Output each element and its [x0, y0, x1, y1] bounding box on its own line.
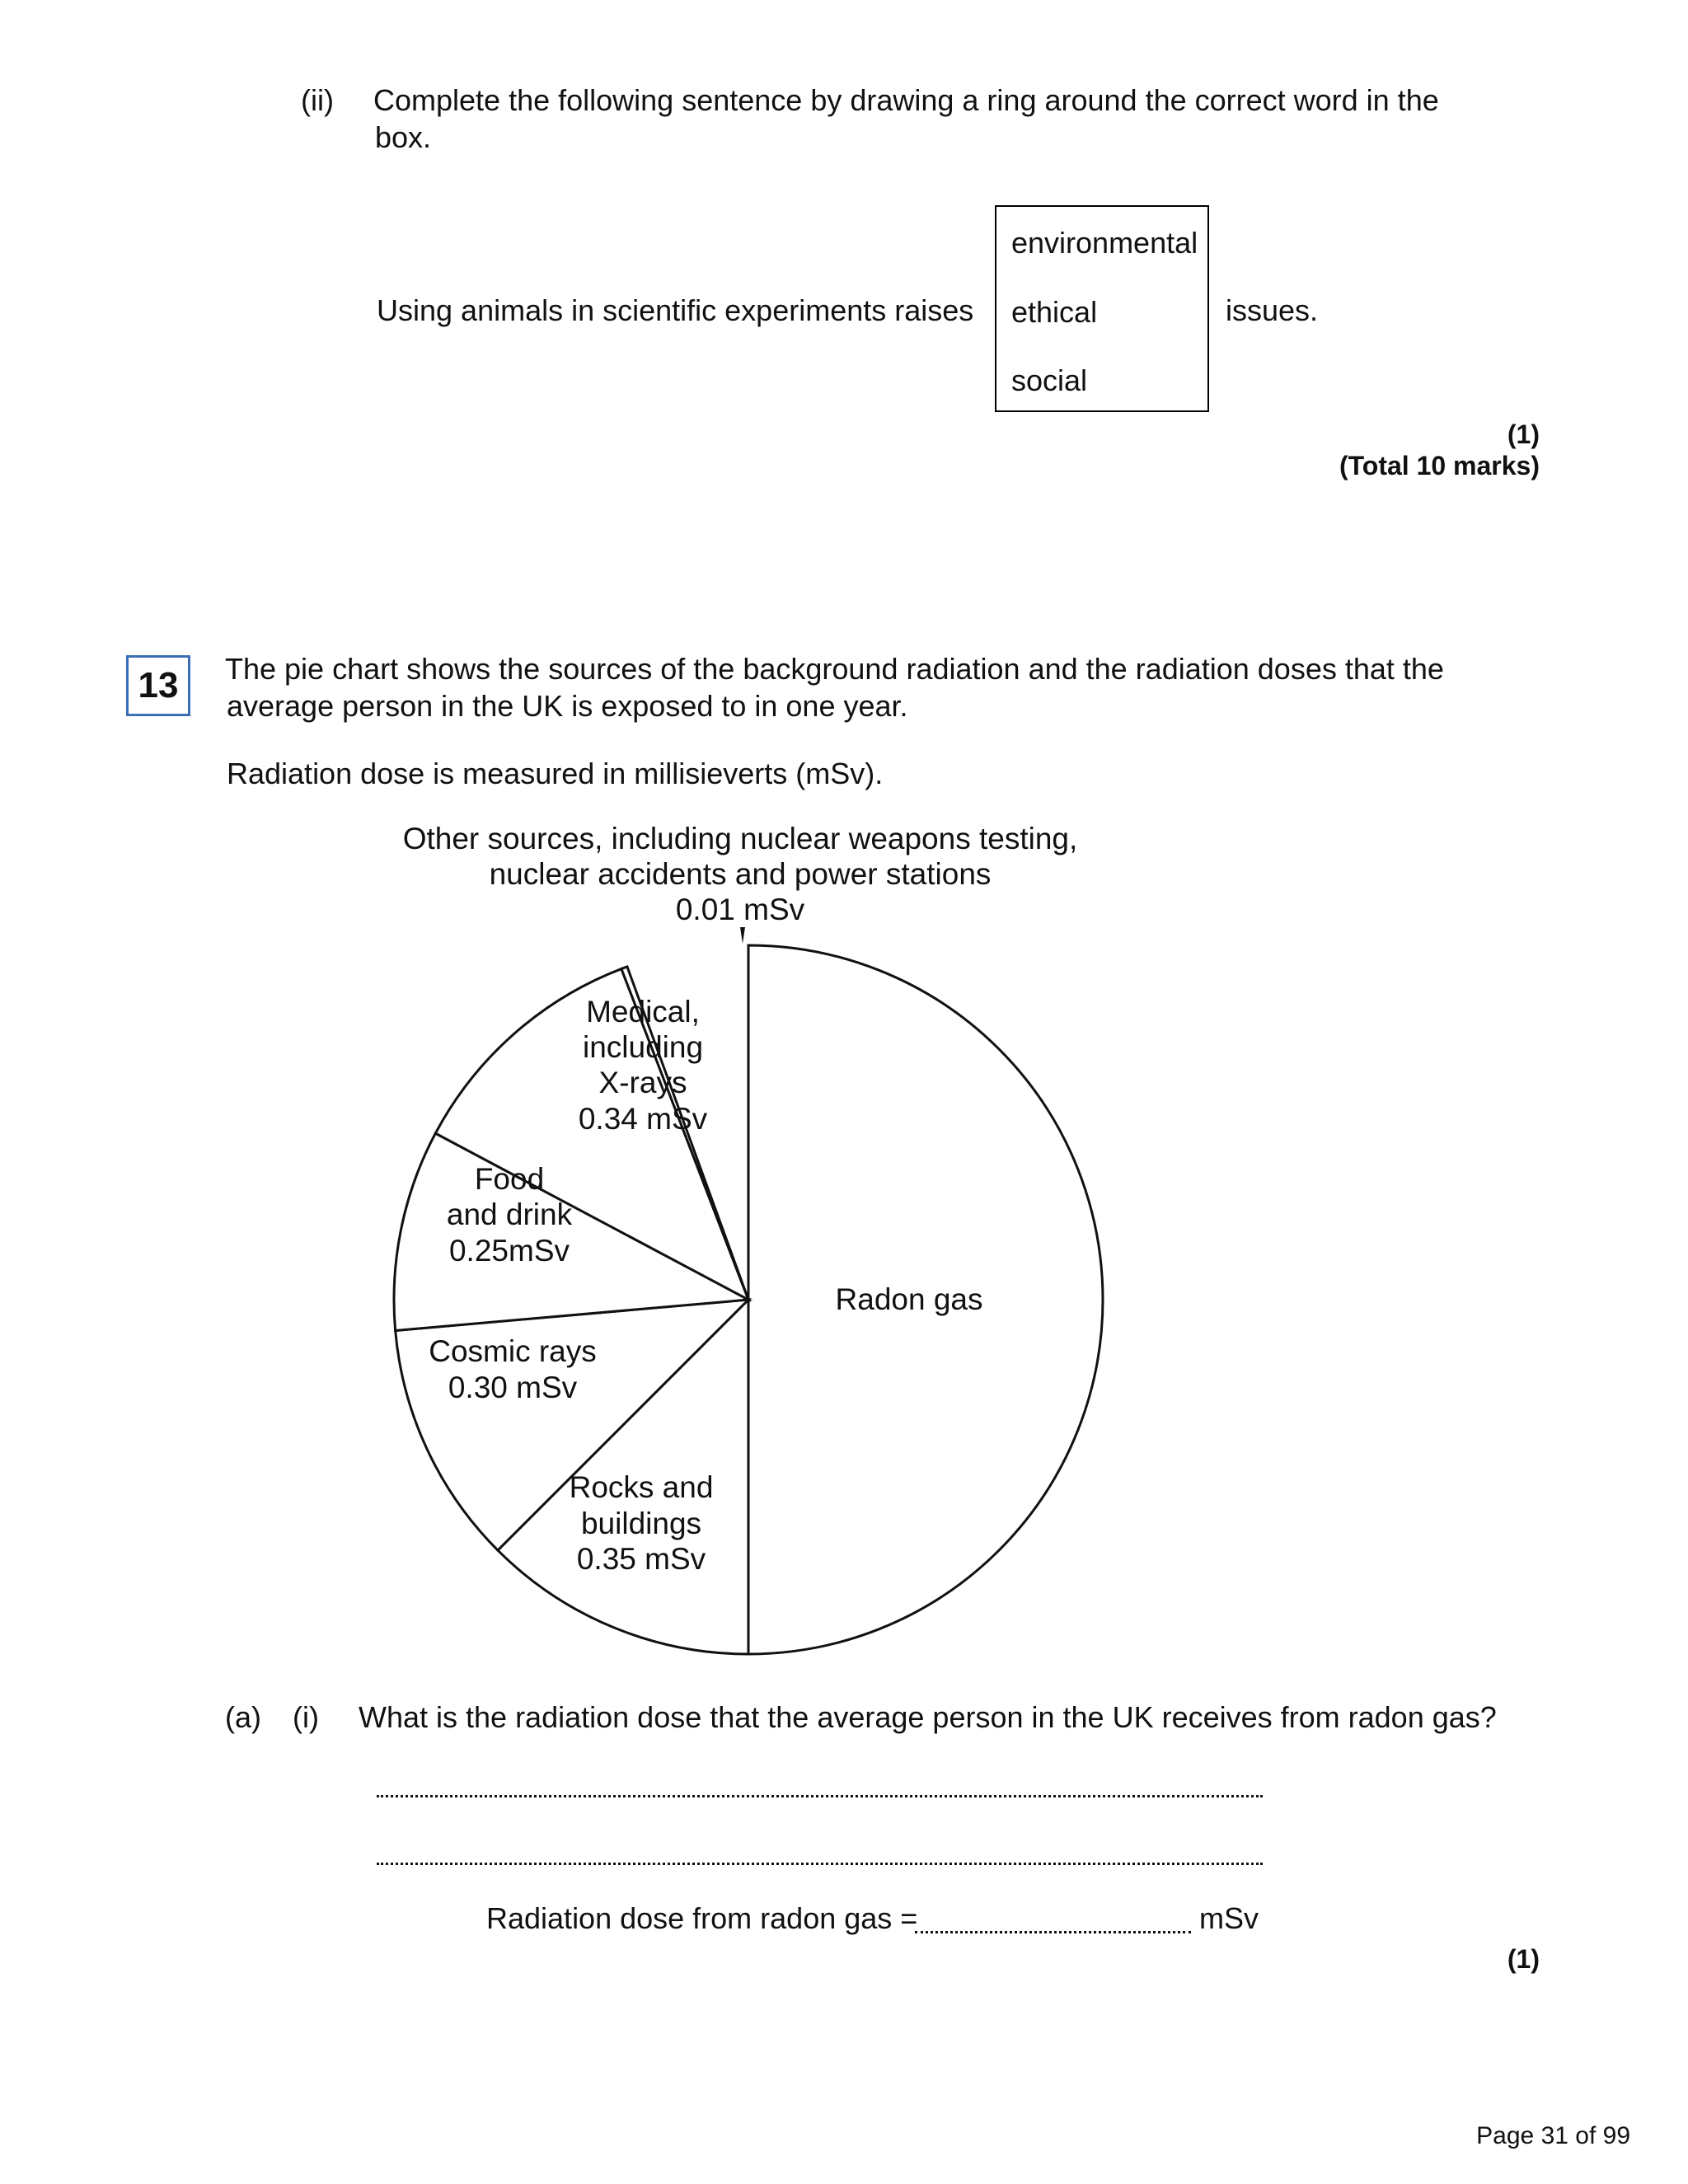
part-label-ii: (ii) [301, 83, 334, 117]
option-ethical[interactable]: ethical [1011, 295, 1098, 329]
label-food-value: 0.25mSv [448, 1234, 570, 1268]
label-radon: Radon gas [835, 1282, 983, 1316]
label-medical-line1: Medical, [586, 995, 700, 1029]
label-rocks-line2: buildings [580, 1507, 702, 1540]
label-other-line1: Other sources, including nuclear weapons testing, [402, 822, 1078, 855]
label-medical-line2: including [582, 1030, 704, 1064]
page-number: Page 31 of 99 [1476, 2122, 1630, 2149]
unit-note: Radiation dose is measured in millisieverts (mSv). [227, 757, 884, 790]
answer-field-radon[interactable] [915, 1931, 1191, 1933]
marks-q13: (1) [1507, 1944, 1540, 1974]
label-other-value: 0.01 mSv [675, 893, 805, 926]
part-a-label: (a) [225, 1700, 261, 1734]
answer-line-2[interactable] [377, 1863, 1263, 1865]
answer-unit: mSv [1199, 1901, 1259, 1935]
option-social[interactable]: social [1011, 363, 1088, 397]
option-environmental[interactable]: environmental [1011, 226, 1198, 260]
part-i-label: (i) [293, 1700, 319, 1734]
label-food-line2: and drink [446, 1197, 573, 1231]
marks-q12: (1) [1507, 419, 1540, 449]
question-a-i: What is the radiation dose that the average person in the UK receives from radon gas? [359, 1700, 1497, 1734]
instruction-line-2: box. [375, 120, 432, 154]
total-marks: (Total 10 marks) [1339, 451, 1540, 480]
label-rocks-value: 0.35 mSv [576, 1542, 706, 1576]
sentence-start: Using animals in scientific experiments raises [377, 293, 974, 327]
instruction-line-1: Complete the following sentence by drawing a ring around the correct word in the [373, 83, 1439, 117]
label-food-line1: Food [474, 1162, 545, 1196]
label-cosmic-line1: Cosmic rays [429, 1334, 597, 1368]
pie-slices [394, 945, 1103, 1654]
label-medical-value: 0.34 mSv [578, 1102, 708, 1136]
answer-prefix: Radiation dose from radon gas = [486, 1901, 918, 1935]
intro-line-2: average person in the UK is exposed to in one year. [227, 689, 908, 723]
label-rocks-line1: Rocks and [569, 1470, 714, 1504]
question-number: 13 [126, 655, 190, 716]
answer-line-1[interactable] [377, 1795, 1263, 1797]
label-other-line2: nuclear accidents and power stations [489, 857, 992, 891]
other-sources-arrow [740, 927, 745, 944]
label-medical-line3: X-rays [598, 1066, 687, 1099]
intro-line-1: The pie chart shows the sources of the background radiation and the radiation doses that the [225, 652, 1444, 686]
label-cosmic-value: 0.30 mSv [448, 1371, 578, 1404]
sentence-end: issues. [1226, 293, 1319, 327]
